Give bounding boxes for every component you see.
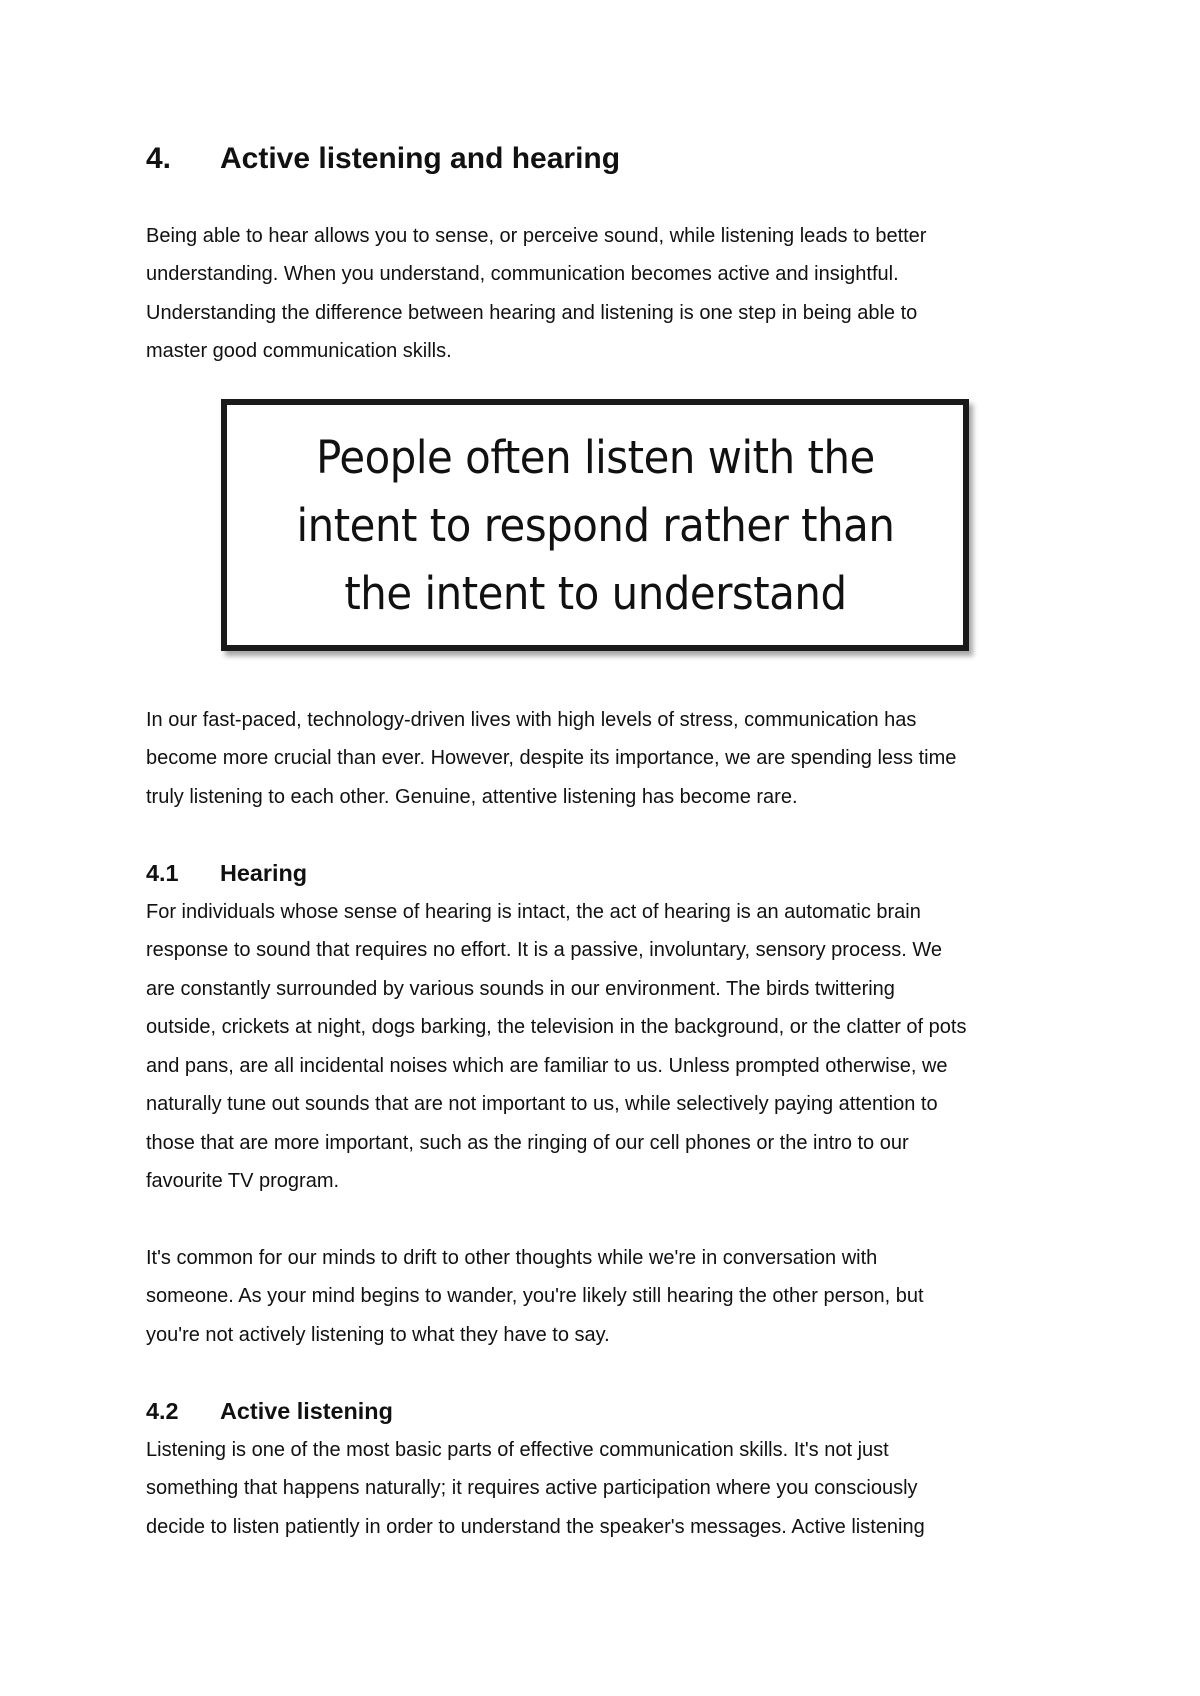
text-line: truly listening to each other. Genuine, attentive listening has become rare. <box>146 785 798 808</box>
spacer <box>146 179 1076 217</box>
spacer <box>146 1354 1076 1392</box>
text-line: favourite TV program. <box>146 1170 340 1192</box>
section-4-1-heading <box>146 854 1076 893</box>
text-line: outside, crickets at night, dogs barking, the television in the background, or the clatter of pots <box>146 1016 967 1038</box>
active-listening-paragraph <box>146 1431 1076 1547</box>
quote-line: intent to respond rather than <box>296 498 894 552</box>
quote-box <box>221 399 969 651</box>
text-line: master good communication skills. <box>146 340 452 362</box>
quote-line: the intent to understand <box>343 566 847 620</box>
intro-paragraph <box>146 701 1076 817</box>
section-4-paragraph <box>146 217 1076 371</box>
text-line: those that are more important, such as the ringing of our cell phones or the intro to our <box>146 1131 909 1154</box>
hearing-paragraph-2 <box>146 1239 1076 1355</box>
text-line: something that happens naturally; it requires active participation where you consciously <box>146 1477 918 1499</box>
section-4-heading <box>146 140 1076 179</box>
section-4-2-number: 4.2 <box>146 1398 179 1424</box>
section-4-2-heading <box>146 1392 1076 1431</box>
text-line: Understanding the difference between hearing and listening is one step in being able to <box>146 301 918 324</box>
text-line: understanding. When you understand, communication becomes active and insightful. <box>146 263 899 285</box>
text-line: It's common for our minds to drift to other thoughts while we're in conversation with <box>146 1246 878 1269</box>
section-4-title: Active listening and hearing <box>220 142 621 175</box>
text-line: For individuals whose sense of hearing is intact, the act of hearing is an automatic brain <box>146 900 921 923</box>
section-4-number: 4. <box>146 142 172 175</box>
text-line: In our fast-paced, technology-driven lives with high levels of stress, communication has <box>146 708 917 731</box>
text-line: are constantly surrounded by various sounds in our environment. The birds twittering <box>146 977 895 1000</box>
text-line: response to sound that requires no effort. It is a passive, involuntary, sensory process. We <box>146 939 942 961</box>
quote-line: People often listen with the <box>315 430 875 484</box>
quote-text <box>296 422 894 628</box>
text-line: become more crucial than ever. However, despite its importance, we are spending less time <box>146 747 957 769</box>
hearing-paragraph-1 <box>146 893 1076 1201</box>
text-line: you're not actively listening to what they have to say. <box>146 1323 610 1346</box>
text-line: decide to listen patiently in order to understand the speaker's messages. Active listening <box>146 1515 925 1538</box>
text-line: Listening is one of the most basic parts of effective communication skills. It's not just <box>146 1438 889 1461</box>
section-4-1-title: Hearing <box>220 860 308 886</box>
text-line: and pans, are all incidental noises which are familiar to us. Unless prompted otherwise, we <box>146 1054 948 1077</box>
spacer <box>146 1201 1076 1239</box>
text-line: Being able to hear allows you to sense, or perceive sound, while listening leads to better <box>146 224 927 247</box>
section-4-2-title: Active listening <box>220 1398 393 1424</box>
section-4-1-number: 4.1 <box>146 860 179 886</box>
text-line: naturally tune out sounds that are not important to us, while selectively paying attention to <box>146 1093 938 1115</box>
spacer <box>146 816 1076 854</box>
document-page <box>146 140 1076 1546</box>
text-line: someone. As your mind begins to wander, you're likely still hearing the other person, but <box>146 1285 924 1307</box>
